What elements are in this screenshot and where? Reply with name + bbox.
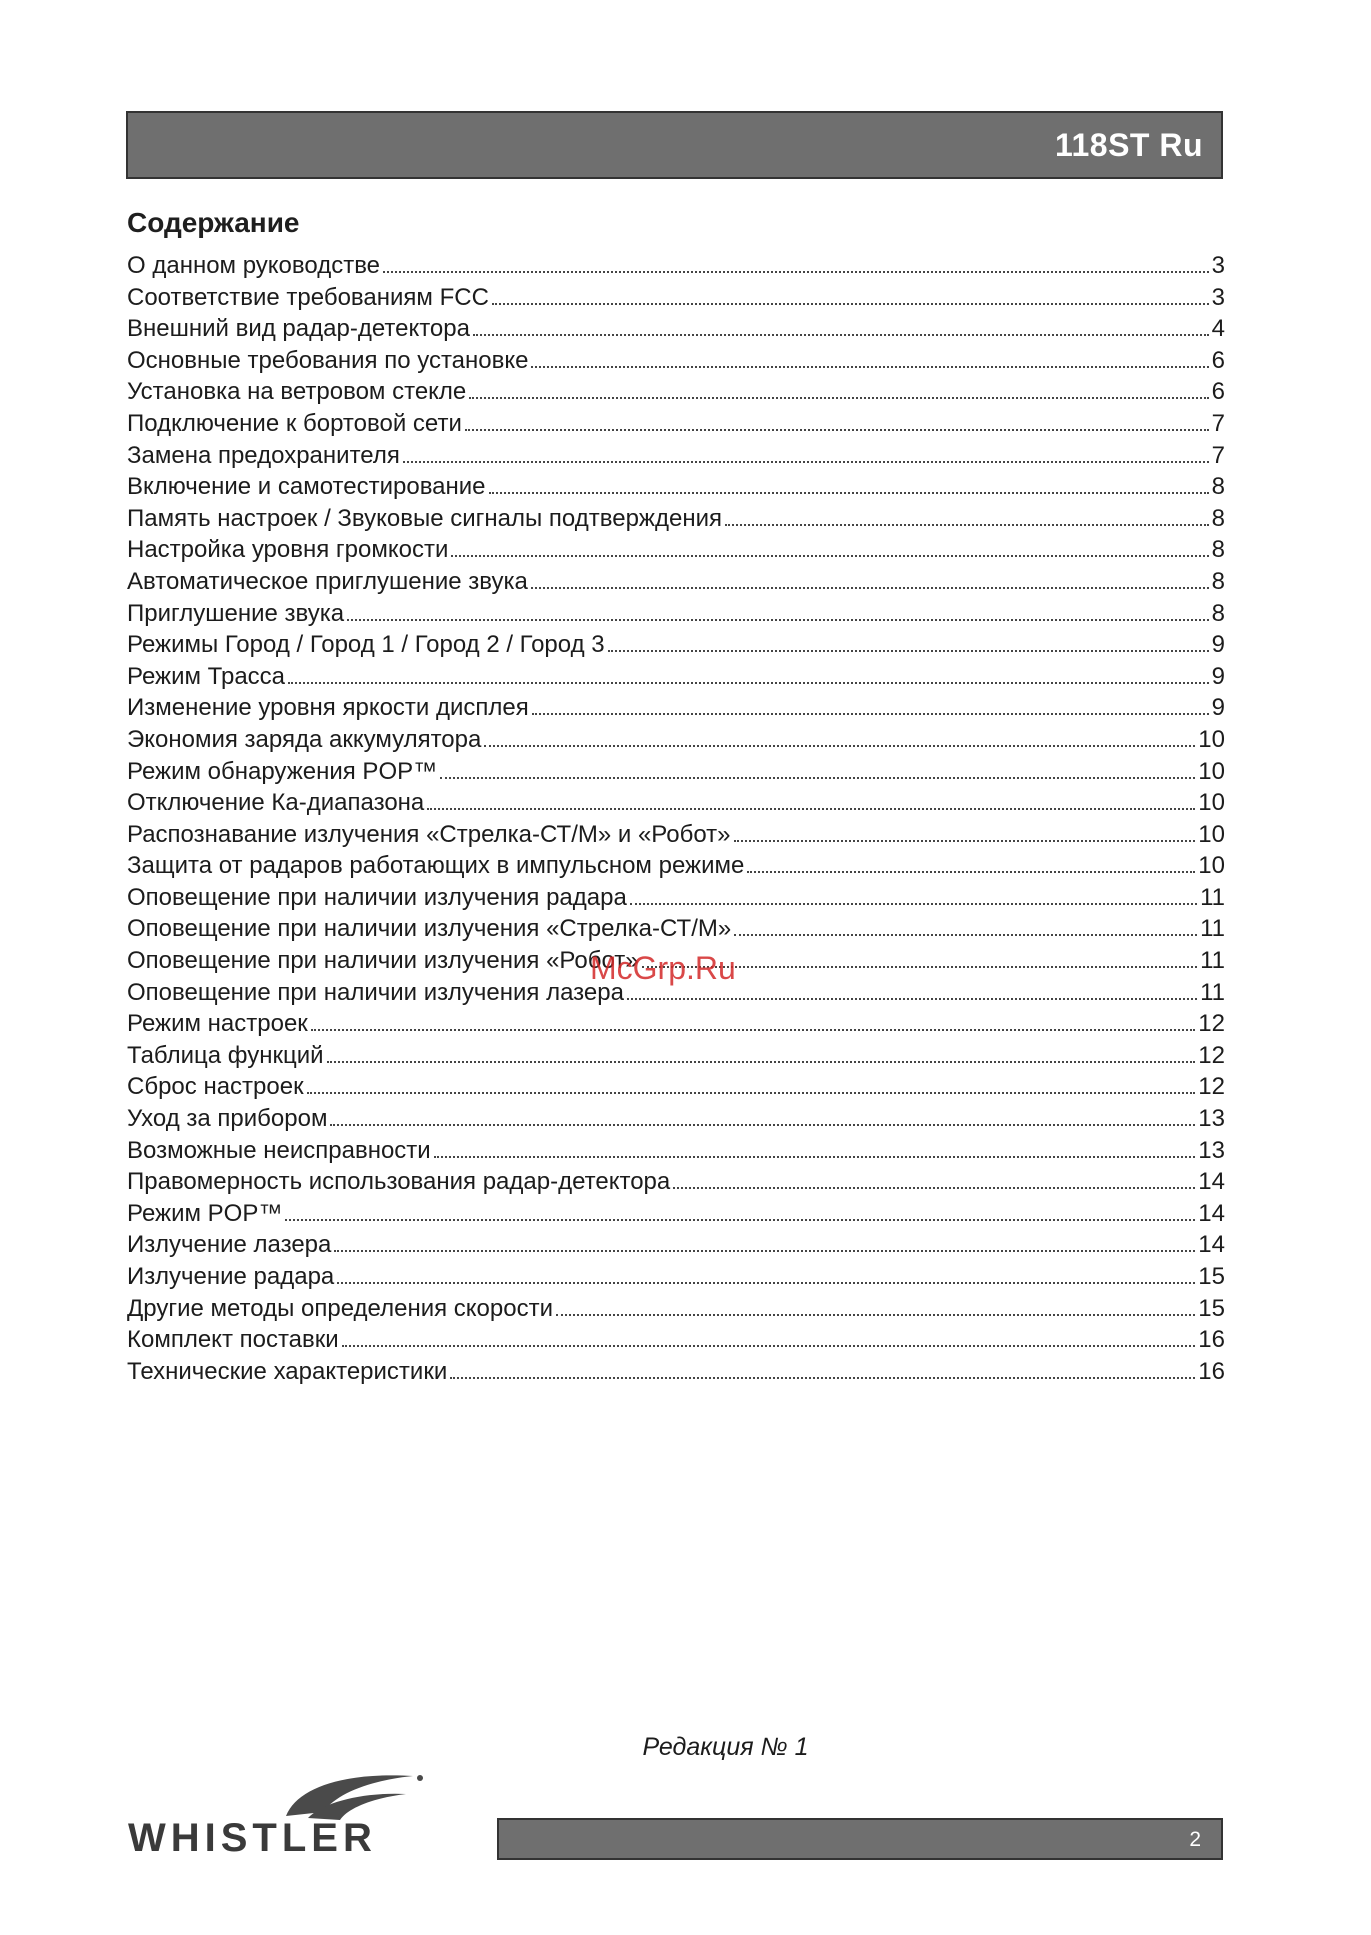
toc-dot-leader: [285, 1219, 1195, 1221]
toc-entry-title: Защита от радаров работающих в импульсном режиме: [127, 852, 745, 880]
toc-dot-leader: [630, 903, 1197, 905]
toc-entry-title: О данном руководстве: [127, 252, 381, 279]
toc-dot-leader: [403, 461, 1209, 463]
toc-entry-page: 10: [1198, 725, 1225, 753]
toc-dot-leader: [531, 587, 1209, 589]
toc-entry[interactable]: [127, 440, 1225, 472]
toc-entry-page: 9: [1211, 662, 1225, 690]
toc-dot-leader: [489, 492, 1209, 494]
toc-entry[interactable]: [127, 1198, 1225, 1230]
toc-dot-leader: [608, 650, 1209, 652]
toc-entry[interactable]: [127, 850, 1225, 882]
toc-dot-leader: [673, 1187, 1195, 1189]
toc-dot-leader: [451, 555, 1208, 557]
toc-entry-title: Другие методы определения скорости: [127, 1294, 553, 1322]
toc-entry-page: 8: [1211, 567, 1225, 595]
toc-entry-page: 8: [1211, 473, 1225, 501]
toc-dot-leader: [434, 1156, 1196, 1158]
toc-entry-title: Уход за прибором: [127, 1105, 328, 1133]
toc-dot-leader: [383, 271, 1209, 273]
toc-entry-page: 10: [1198, 789, 1225, 817]
toc-entry-title: Основные требования по установке: [127, 346, 529, 374]
whistler-logo: [128, 1768, 448, 1863]
toc-dot-leader: [747, 871, 1195, 873]
toc-entry[interactable]: [127, 819, 1225, 851]
toc-entry[interactable]: [127, 566, 1225, 598]
toc-entry-title: Режим обнаружения POP™: [127, 757, 438, 785]
toc-entry-page: 14: [1198, 1231, 1225, 1259]
toc-entry-page: 7: [1211, 441, 1225, 469]
toc-entry-title: Оповещение при наличии излучения «Робот»: [127, 947, 639, 975]
toc-entry-title: Настройка уровня громкости: [127, 536, 449, 564]
toc-dot-leader: [734, 840, 1196, 842]
toc-entry-page: 11: [1200, 947, 1225, 975]
table-of-contents: [127, 250, 1225, 1387]
toc-entry-title: Оповещение при наличии излучения лазера: [127, 978, 624, 1006]
toc-entry-title: Возможные неисправности: [127, 1136, 431, 1164]
toc-entry[interactable]: [127, 882, 1225, 914]
toc-dot-leader: [531, 366, 1208, 368]
toc-entry[interactable]: [127, 1229, 1225, 1261]
toc-entry[interactable]: [127, 503, 1225, 535]
toc-entry-page: 16: [1198, 1357, 1225, 1385]
toc-entry-page: 13: [1198, 1136, 1225, 1164]
toc-dot-leader: [342, 1345, 1196, 1347]
toc-entry[interactable]: [127, 629, 1225, 661]
toc-dot-leader: [288, 682, 1209, 684]
contents-heading: Содержание: [127, 207, 300, 238]
toc-dot-leader: [492, 303, 1209, 305]
toc-dot-leader: [465, 429, 1209, 431]
toc-dot-leader: [725, 524, 1209, 526]
watermark: McGrp.Ru: [590, 950, 736, 986]
toc-entry-title: Таблица функций: [127, 1041, 324, 1069]
toc-dot-leader: [734, 934, 1197, 936]
toc-entry-title: Включение и самотестирование: [127, 473, 486, 501]
toc-entry-page: 6: [1211, 378, 1225, 406]
toc-entry[interactable]: [127, 724, 1225, 756]
toc-entry[interactable]: [127, 1103, 1225, 1135]
toc-dot-leader: [327, 1061, 1196, 1063]
toc-entry-title: Подключение к бортовой сети: [127, 409, 462, 437]
toc-entry[interactable]: [127, 787, 1225, 819]
toc-entry-page: 13: [1198, 1105, 1225, 1133]
toc-entry-title: Режимы Город / Город 1 / Город 2 / Город 3: [127, 631, 605, 659]
toc-entry-page: 8: [1211, 599, 1225, 627]
brand-wordmark: WHISTLER: [128, 1816, 377, 1860]
toc-entry-title: Замена предохранителя: [127, 441, 400, 469]
toc-entry-title: Внешний вид радар-детектора: [127, 315, 470, 343]
toc-dot-leader: [532, 713, 1209, 715]
toc-dot-leader: [347, 619, 1209, 621]
toc-entry[interactable]: [127, 661, 1225, 693]
toc-entry[interactable]: [127, 376, 1225, 408]
toc-entry[interactable]: [127, 756, 1225, 788]
toc-dot-leader: [427, 808, 1195, 810]
toc-entry-page: 8: [1211, 536, 1225, 564]
toc-entry-title: Приглушение звука: [127, 599, 345, 627]
toc-dot-leader: [440, 777, 1195, 779]
toc-entry-title: Комплект поставки: [127, 1326, 339, 1354]
toc-entry-page: 9: [1211, 631, 1225, 659]
toc-dot-leader: [473, 334, 1209, 336]
toc-entry-page: 10: [1198, 852, 1225, 880]
toc-entry-page: 4: [1211, 315, 1225, 343]
toc-entry[interactable]: [127, 534, 1225, 566]
toc-entry[interactable]: [127, 313, 1225, 345]
toc-entry-title: Автоматическое приглушение звука: [127, 567, 528, 595]
toc-dot-leader: [330, 1124, 1195, 1126]
toc-entry-title: Отключение Ка-диапазона: [127, 789, 425, 817]
toc-entry-page: 9: [1211, 694, 1225, 722]
toc-entry-page: 16: [1198, 1326, 1225, 1354]
toc-dot-leader: [307, 1092, 1196, 1094]
toc-entry-title: Технические характеристики: [127, 1357, 448, 1385]
toc-entry-title: Соответствие требованиям FCC: [127, 283, 489, 311]
toc-entry-page: 14: [1198, 1168, 1225, 1196]
toc-entry[interactable]: [127, 1166, 1225, 1198]
toc-entry-title: Излучение радара: [127, 1263, 335, 1290]
toc-dot-leader: [556, 1314, 1195, 1316]
toc-entry-page: 8: [1211, 504, 1225, 532]
toc-entry-page: 10: [1198, 757, 1225, 785]
toc-dot-leader: [469, 397, 1208, 399]
toc-entry-title: Сброс настроек: [127, 1073, 304, 1101]
toc-entry-page: 11: [1200, 915, 1225, 943]
toc-entry-page: 3: [1211, 252, 1225, 279]
toc-entry[interactable]: [127, 471, 1225, 503]
toc-entry-page: 15: [1198, 1263, 1225, 1290]
toc-entry[interactable]: [127, 345, 1225, 377]
toc-entry-title: Экономия заряда аккумулятора: [127, 725, 482, 753]
toc-entry[interactable]: [127, 692, 1225, 724]
toc-dot-leader: [450, 1377, 1195, 1379]
toc-entry[interactable]: [127, 598, 1225, 630]
toc-entry-title: Установка на ветровом стекле: [127, 378, 467, 406]
toc-entry-title: Режим Трасса: [127, 662, 286, 690]
toc-entry-title: Изменение уровня яркости дисплея: [127, 694, 529, 722]
toc-entry[interactable]: [127, 1356, 1225, 1388]
footer-bar: [497, 1818, 1223, 1860]
toc-entry[interactable]: [127, 408, 1225, 440]
header-bar: [126, 111, 1223, 179]
page-number: 2: [1189, 1828, 1201, 1851]
toc-dot-leader: [311, 1029, 1196, 1031]
toc-entry[interactable]: [127, 913, 1225, 945]
toc-dot-leader: [484, 745, 1195, 747]
toc-entry[interactable]: [127, 1324, 1225, 1356]
toc-entry-page: 12: [1198, 1041, 1225, 1069]
toc-entry-title: Память настроек / Звуковые сигналы подтверждения: [127, 504, 722, 532]
toc-entry[interactable]: [127, 1261, 1225, 1293]
toc-entry-page: 10: [1198, 820, 1225, 848]
toc-entry-page: 12: [1198, 1010, 1225, 1038]
toc-entry-page: 12: [1198, 1073, 1225, 1101]
toc-entry-title: Режим POP™: [127, 1199, 283, 1227]
toc-entry-title: Правомерность использования радар-детектора: [127, 1168, 671, 1196]
toc-entry-page: 6: [1211, 346, 1225, 374]
toc-entry-page: 11: [1200, 978, 1225, 1006]
toc-entry[interactable]: [127, 1135, 1225, 1167]
toc-entry-page: 11: [1200, 883, 1225, 911]
toc-entry-page: 14: [1198, 1199, 1225, 1227]
toc-dot-leader: [337, 1282, 1195, 1284]
toc-entry-page: 15: [1198, 1294, 1225, 1322]
document-model-title: 118ST Ru: [1054, 127, 1203, 163]
toc-dot-leader: [334, 1250, 1195, 1252]
toc-dot-leader: [627, 998, 1197, 1000]
toc-entry[interactable]: [127, 250, 1225, 282]
toc-entry[interactable]: [127, 1040, 1225, 1072]
whistler-swoosh-icon: [278, 1768, 428, 1823]
toc-entry-title: Оповещение при наличии излучения радара: [127, 883, 627, 911]
toc-entry-title: Оповещение при наличии излучения «Стрелка-СТ/М»: [127, 915, 732, 943]
toc-entry[interactable]: [127, 1293, 1225, 1325]
toc-entry-page: 7: [1211, 409, 1225, 437]
toc-entry-title: Режим настроек: [127, 1010, 308, 1038]
toc-entry[interactable]: [127, 1008, 1225, 1040]
toc-entry[interactable]: [127, 282, 1225, 314]
toc-entry-title: Распознавание излучения «Стрелка-СТ/М» и «Робот»: [127, 820, 731, 848]
toc-entry-title: Излучение лазера: [127, 1231, 332, 1259]
toc-entry[interactable]: [127, 1071, 1225, 1103]
edition-label: Редакция № 1: [642, 1733, 809, 1761]
toc-entry-page: 3: [1211, 283, 1225, 311]
